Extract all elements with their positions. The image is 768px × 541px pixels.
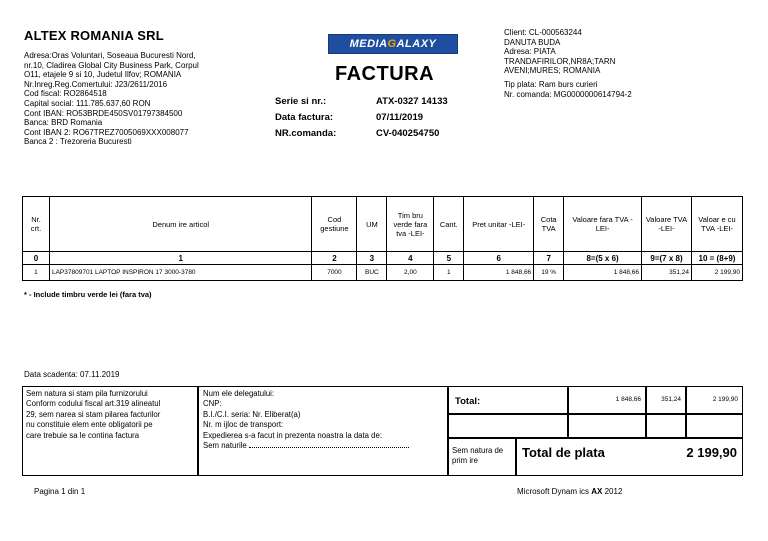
index-cell: 2 <box>312 252 357 265</box>
client-details <box>504 28 754 99</box>
column-header: Nr. crt. <box>23 197 50 252</box>
column-header: Valoare TVA -LEI- <box>642 197 692 252</box>
column-header: UM <box>357 197 387 252</box>
total-vat: 351,24 <box>646 386 686 414</box>
client-order-number: Nr. comanda: MG0000000614794-2 <box>504 89 632 99</box>
company-name: ALTEX ROMANIA SRL <box>24 28 164 43</box>
index-cell: 6 <box>464 252 534 265</box>
delegate-line: CNP: <box>203 399 222 409</box>
signature-line: care trebuie sa le contina factura <box>26 430 140 440</box>
company-line: Cont IBAN: RO53BRDE450SV01797384500 <box>24 108 183 118</box>
meta-label: Serie si nr.: <box>275 96 327 107</box>
delegate-line: B.I./C.I. seria: Nr. Eliberat(a) <box>203 409 301 419</box>
index-cell: 10 = (8+9) <box>691 252 742 265</box>
item-unit: BUC <box>357 265 387 281</box>
green-stamp-note: * - Include timbru verde lei (fara tva) <box>24 290 152 299</box>
company-line: Cont IBAN 2: RO67TREZ7005069XXX008077 <box>24 127 189 137</box>
meta-label: NR.comanda: <box>275 128 337 139</box>
page-number: Pagina 1 din 1 <box>34 487 86 496</box>
system-name: Microsoft Dynam ics <box>517 487 590 496</box>
column-header: Valoare fara TVA -LEI- <box>564 197 642 252</box>
column-header: Cant. <box>434 197 464 252</box>
column-header: Pret unitar -LEI- <box>464 197 534 252</box>
delegate-line: Num ele delegatului: <box>203 389 275 398</box>
order-number: CV-040254750 <box>376 128 440 139</box>
table-index-row <box>23 252 743 265</box>
invoice-meta-values <box>376 94 448 142</box>
table-header-row <box>23 197 743 252</box>
logo-text-part: MEDIA <box>349 38 388 50</box>
item-vat-rate: 19 % <box>534 265 564 281</box>
signatures-line <box>203 441 443 451</box>
total-label: Total: <box>448 386 568 414</box>
column-header: Tim bru verde fara tva -LEI- <box>387 197 434 252</box>
client-line: Adresa: PIATA <box>504 47 556 57</box>
item-green-stamp: 2,00 <box>387 265 434 281</box>
invoice-number: ATX-0327 14133 <box>376 96 448 107</box>
total-value-with-vat: 2 199,90 <box>686 386 743 414</box>
company-line: Banca: BRD Romania <box>24 118 103 128</box>
item-vat-value: 351,24 <box>642 265 692 281</box>
media-galaxy-logo <box>328 34 458 54</box>
signature-line: nu constituie elem ente obligatorii pe <box>26 420 153 430</box>
index-cell: 3 <box>357 252 387 265</box>
column-header: Cota TVA <box>534 197 564 252</box>
company-line: Nr.Inreg.Reg.Comertului: J23/2611/2016 <box>24 79 168 89</box>
system-signature <box>517 487 622 496</box>
client-line: DANUTA BUDA <box>504 37 561 47</box>
payment-type: Tip plata: Ram burs curieri <box>504 79 598 89</box>
signature-line: Conform codului fiscal art.319 alineatul <box>26 399 161 409</box>
invoice-items-table <box>22 196 743 281</box>
client-line: TRANDAFIRILOR,NR8A;TARN <box>504 56 616 66</box>
company-line: O11, etajele 9 si 10, Judetul Ilfov; ROMANIA <box>24 70 182 80</box>
company-details <box>24 51 239 147</box>
blank-cell <box>448 414 568 438</box>
total-to-pay-label: Total de plata <box>522 445 605 460</box>
receipt-signature-box: Sem natura de prim ire <box>448 438 516 476</box>
meta-label: Data factura: <box>275 112 334 123</box>
item-quantity: 1 <box>434 265 464 281</box>
logo-text-part: G <box>387 38 397 50</box>
logo-text-part: ALAXY <box>396 38 437 50</box>
index-cell: 8=(5 x 6) <box>564 252 642 265</box>
delegate-box <box>198 386 448 476</box>
index-cell: 5 <box>434 252 464 265</box>
company-line: Cod fiscal: RO2864518 <box>24 89 107 99</box>
client-line: Client: CL-000563244 <box>504 28 582 37</box>
due-date: Data scadenta: 07.11.2019 <box>24 370 120 379</box>
invoice-date: 07/11/2019 <box>376 112 424 123</box>
delegate-line: Nr. m ijloc de transport: <box>203 420 284 430</box>
item-name: LAP37809701 LAPTOP INSPIRON 17 3000-3780 <box>49 265 311 281</box>
blank-cell <box>646 414 686 438</box>
table-row <box>23 265 743 281</box>
signature-line: 29, sem narea si stam pilarea facturilor <box>26 409 161 419</box>
row-number: 1 <box>23 265 50 281</box>
total-value-no-vat: 1 848,66 <box>568 386 646 414</box>
index-cell: 4 <box>387 252 434 265</box>
system-name-bold: AX <box>591 487 603 496</box>
signatures-label: Sem naturile <box>203 441 247 451</box>
item-value-with-vat: 2 199,90 <box>691 265 742 281</box>
company-line: Banca 2 : Trezoreria Bucuresti <box>24 137 132 147</box>
delegate-line: Expedierea s-a facut in prezenta noastra la data de: <box>203 430 383 440</box>
column-header: Cod gestiune <box>312 197 357 252</box>
invoice-meta-labels <box>275 94 336 142</box>
document-title: FACTURA <box>335 63 435 85</box>
client-line: AVENI;MURES; ROMANIA <box>504 66 601 76</box>
total-to-pay-value: 2 199,90 <box>686 445 737 460</box>
item-code: 7000 <box>312 265 357 281</box>
blank-cell <box>568 414 646 438</box>
column-header: Valoar e cu TVA -LEI- <box>691 197 742 252</box>
index-cell: 9=(7 x 8) <box>642 252 692 265</box>
company-line: Adresa:Oras Voluntari, Soseaua Bucuresti Nord, <box>24 51 196 60</box>
company-line: Capital social: 111.785.637,60 RON <box>24 98 151 108</box>
signature-underline <box>249 447 409 448</box>
item-value-no-vat: 1 848,66 <box>564 265 642 281</box>
index-cell: 0 <box>23 252 50 265</box>
signature-line: Sem natura si stam pila furnizorului <box>26 389 148 398</box>
company-line: nr.10, Cladirea Global City Business Park, Corpul <box>24 60 199 70</box>
system-version: 2012 <box>604 487 623 496</box>
item-unit-price: 1 848,66 <box>464 265 534 281</box>
index-cell: 1 <box>49 252 311 265</box>
blank-cell <box>686 414 743 438</box>
total-to-pay-box <box>516 438 743 476</box>
column-header: Denum ire articol <box>49 197 311 252</box>
index-cell: 7 <box>534 252 564 265</box>
supplier-signature-box <box>22 386 198 476</box>
